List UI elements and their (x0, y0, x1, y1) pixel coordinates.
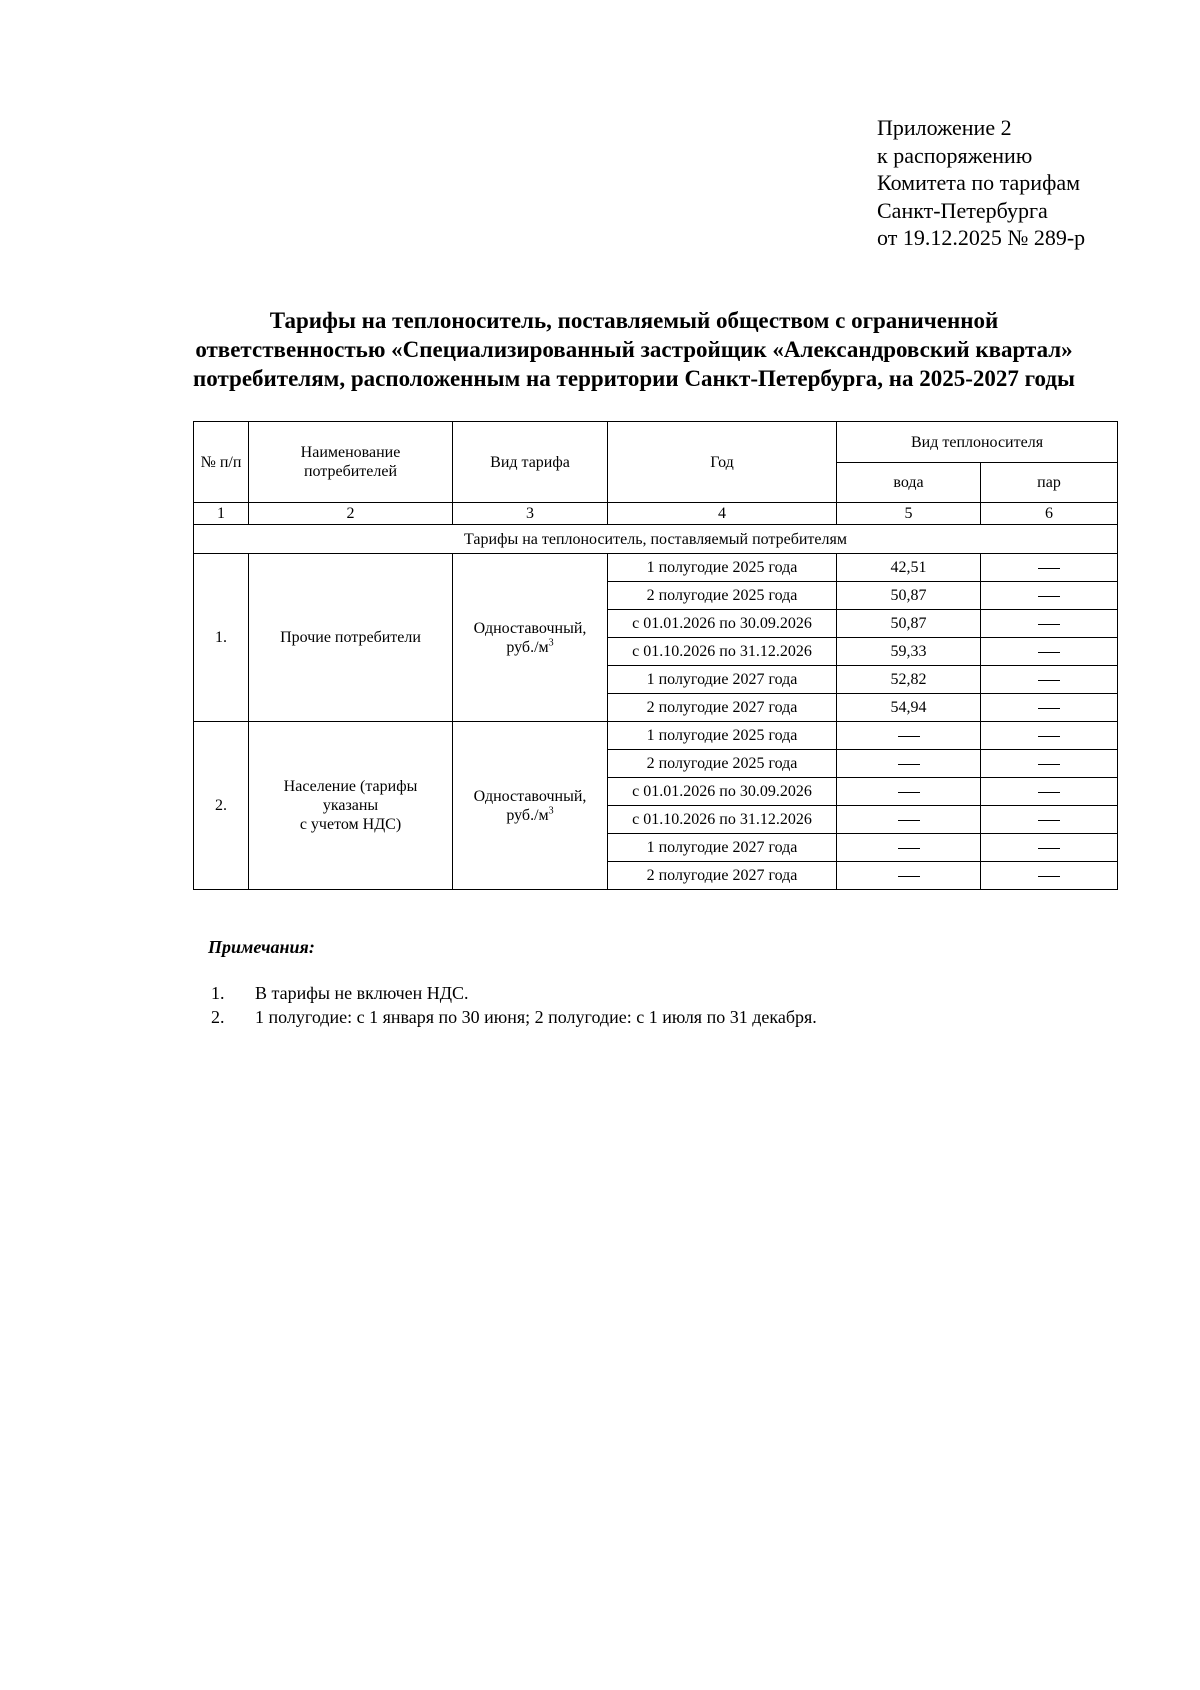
period-cell: 1 полугодие 2025 года (608, 554, 837, 582)
title-line: Тарифы на теплоноситель, поставляемый обществом с ограниченной (269, 308, 999, 333)
period-cell: 2 полугодие 2027 года (608, 862, 837, 890)
steam-value (981, 834, 1118, 862)
tariff-unit (457, 806, 603, 825)
dash-mark (1038, 764, 1060, 765)
note-item (211, 981, 817, 1005)
period-cell: 1 полугодие 2027 года (608, 834, 837, 862)
unit-superscript: 3 (548, 637, 554, 649)
steam-value (981, 638, 1118, 666)
dash-mark (898, 876, 920, 877)
dash-mark (1038, 568, 1060, 569)
period-cell: 1 полугодие 2027 года (608, 666, 837, 694)
dash-mark (1038, 792, 1060, 793)
steam-value (981, 862, 1118, 890)
period-cell: 1 полугодие 2025 года (608, 722, 837, 750)
steam-value (981, 582, 1118, 610)
note-item (211, 1005, 817, 1029)
dash-mark (1038, 708, 1060, 709)
water-value: 54,94 (837, 694, 981, 722)
appendix-block (877, 114, 1085, 252)
note-number: 2. (211, 1007, 225, 1027)
dash-mark (1038, 820, 1060, 821)
header-carrier: Вид теплоносителя (837, 422, 1118, 463)
note-number: 1. (211, 983, 225, 1003)
col-number: 2 (249, 503, 453, 525)
dash-mark (1038, 848, 1060, 849)
group-num: 1. (194, 554, 249, 722)
period-cell: 2 полугодие 2025 года (608, 582, 837, 610)
appendix-line: Приложение 2 (877, 115, 1012, 140)
header-num: № п/п (194, 422, 249, 503)
water-value (837, 806, 981, 834)
col-number: 6 (981, 503, 1118, 525)
period-cell: с 01.01.2026 по 30.09.2026 (608, 778, 837, 806)
water-value: 42,51 (837, 554, 981, 582)
period-cell: с 01.10.2026 по 31.12.2026 (608, 638, 837, 666)
tariff-table (193, 421, 1118, 890)
dash-mark (1038, 680, 1060, 681)
steam-value (981, 666, 1118, 694)
period-cell: с 01.01.2026 по 30.09.2026 (608, 610, 837, 638)
group-num: 2. (194, 722, 249, 890)
document-title (150, 306, 1118, 393)
water-value (837, 834, 981, 862)
dash-mark (1038, 736, 1060, 737)
group-tariff-type (453, 554, 608, 722)
dash-mark (898, 848, 920, 849)
group-name: Прочие потребители (249, 554, 453, 722)
note-text: 1 полугодие: с 1 января по 30 июня; 2 полугодие: с 1 июля по 31 декабря. (255, 1007, 817, 1027)
steam-value (981, 722, 1118, 750)
period-cell: 2 полугодие 2025 года (608, 750, 837, 778)
header-year: Год (608, 422, 837, 503)
appendix-line: от 19.12.2025 № 289-р (877, 225, 1086, 250)
steam-value (981, 694, 1118, 722)
notes-list (211, 981, 817, 1029)
group-name-line: указаны (322, 797, 379, 814)
group-name-line: с учетом НДС) (299, 816, 402, 833)
tariff-type-label: Одноставочный, (473, 619, 587, 637)
water-value (837, 750, 981, 778)
period-cell: 2 полугодие 2027 года (608, 694, 837, 722)
steam-value (981, 610, 1118, 638)
header-water: вода (837, 463, 981, 503)
water-value (837, 862, 981, 890)
note-text: В тарифы не включен НДС. (255, 983, 469, 1003)
water-value: 59,33 (837, 638, 981, 666)
group-name (249, 722, 453, 890)
section-label: Тарифы на теплоноситель, поставляемый потребителям (194, 525, 1118, 554)
unit-superscript: 3 (548, 805, 554, 817)
steam-value (981, 778, 1118, 806)
header-type: Вид тарифа (453, 422, 608, 503)
col-number: 1 (194, 503, 249, 525)
dash-mark (898, 820, 920, 821)
dash-mark (898, 764, 920, 765)
steam-value (981, 750, 1118, 778)
dash-mark (1038, 624, 1060, 625)
notes-title: Примечания: (208, 937, 315, 957)
col-number: 5 (837, 503, 981, 525)
water-value: 50,87 (837, 582, 981, 610)
title-line: потребителям, расположенным на территории Санкт-Петербурга, на 2025-2027 годы (193, 366, 1075, 391)
tariff-type-label: Одноставочный, (473, 787, 587, 805)
water-value: 52,82 (837, 666, 981, 694)
header-steam: пар (981, 463, 1118, 503)
group-tariff-type (453, 722, 608, 890)
tariff-unit (457, 638, 603, 657)
header-name: Наименование потребителей (249, 422, 453, 503)
dash-mark (898, 736, 920, 737)
steam-value (981, 806, 1118, 834)
period-cell: с 01.10.2026 по 31.12.2026 (608, 806, 837, 834)
group-name-line: Население (тарифы (283, 778, 418, 795)
appendix-line: к распоряжению (877, 142, 1033, 168)
dash-mark (898, 792, 920, 793)
unit-text: руб./м (506, 806, 549, 824)
steam-value (981, 554, 1118, 582)
water-value (837, 778, 981, 806)
dash-mark (1038, 652, 1060, 653)
unit-text: руб./м (506, 638, 549, 656)
title-line: ответственностью «Специализированный застройщик «Александровский квартал» (195, 337, 1073, 362)
dash-mark (1038, 596, 1060, 597)
col-number: 3 (453, 503, 608, 525)
dash-mark (1038, 876, 1060, 877)
col-number: 4 (608, 503, 837, 525)
water-value (837, 722, 981, 750)
appendix-line: Комитета по тарифам (877, 170, 1081, 195)
appendix-line: Санкт-Петербурга (877, 197, 1048, 223)
water-value: 50,87 (837, 610, 981, 638)
